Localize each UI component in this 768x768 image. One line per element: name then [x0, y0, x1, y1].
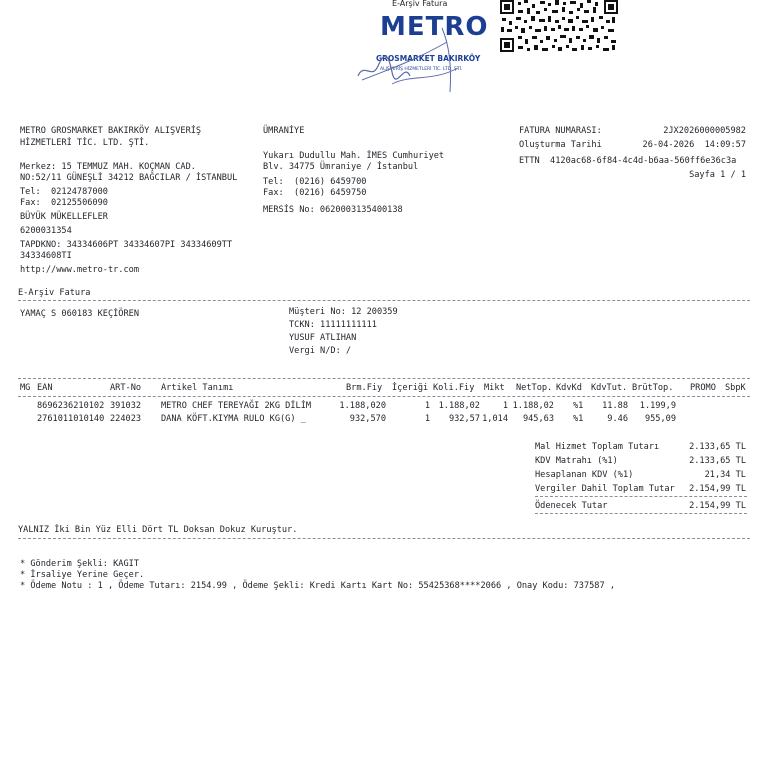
- seller-tax-no: 6200031354: [20, 226, 72, 236]
- total-label: Vergiler Dahil Toplam Tutar: [535, 484, 675, 494]
- amount-in-words: YALNIZ İki Bin Yüz Elli Dört TL Doksan Dokuz Kuruştur.: [18, 525, 298, 535]
- row-ean: 8696236210102: [37, 401, 105, 411]
- branch-fax: Fax: (0216) 6459750: [263, 188, 367, 198]
- column-header: İçeriği: [392, 383, 429, 393]
- seller-website-link[interactable]: http://www.metro-tr.com: [20, 265, 139, 275]
- seller-tel: Tel: 02124787000: [20, 187, 108, 197]
- total-label: KDV Matrahı (%1): [535, 456, 618, 466]
- row-net-total: 945,63: [522, 414, 554, 424]
- column-header: ART-No: [110, 383, 142, 393]
- totals-divider: [535, 496, 747, 497]
- row-ean: 2761011010140: [37, 414, 105, 424]
- customer-branch: YAMAÇ S 060183 KEÇİÖREN: [20, 309, 139, 319]
- row-net-total: 1.188,02: [512, 401, 554, 411]
- customer-tax-no: Vergi N/D: /: [289, 346, 352, 356]
- invoice-date-value: 26-04-2026 14:09:57: [642, 140, 746, 150]
- column-header: Artikel Tanımı: [161, 383, 234, 393]
- branch-tel: Tel: (0216) 6459700: [263, 177, 367, 187]
- column-header: Brm.Fiy: [346, 383, 383, 393]
- seller-name-line1: METRO GROSMARKET BAKIRKÖY ALIŞVERİŞ: [20, 126, 202, 136]
- note-line: * Gönderim Şekli: KAGIT: [20, 559, 139, 569]
- column-header: EAN: [37, 383, 53, 393]
- row-vat-code: %1: [573, 401, 584, 411]
- total-value: 2.133,65 TL: [689, 442, 746, 452]
- row-content: 1: [424, 401, 430, 411]
- row-vat-amount: 11.88: [602, 401, 628, 411]
- seller-tapdk-line2: 34334608TI: [20, 251, 72, 261]
- row-description: DANA KÖFT.KIYMA RULO KG(G) _: [161, 414, 306, 424]
- row-quantity: 1: [502, 401, 508, 411]
- table-top-divider: [18, 378, 750, 379]
- seller-tapdk-line1: TAPDKNO: 34334606PT 34334607PI 34334609TT: [20, 240, 233, 250]
- doc-type-label: E-Arşiv Fatura: [392, 0, 448, 8]
- row-unit-price: 1.188,020: [339, 401, 386, 411]
- row-vat-amount: 9.46: [607, 414, 628, 424]
- invoice-number-value: 2JX2026000005982: [663, 126, 746, 136]
- row-vat-code: %1: [573, 414, 584, 424]
- row-gross-total: 955,09: [644, 414, 676, 424]
- total-label: Hesaplanan KDV (%1): [535, 470, 634, 480]
- row-case-price: 1.188,02: [438, 401, 480, 411]
- page-indicator: Sayfa 1 / 1: [689, 170, 746, 180]
- total-value: 2.133,65 TL: [689, 456, 746, 466]
- customer-name: YUSUF ATLIHAN: [289, 333, 357, 343]
- invoice-date-label: Oluşturma Tarihi: [519, 140, 602, 150]
- column-header: BrütTop.: [632, 383, 674, 393]
- payable-label: Ödenecek Tutar: [535, 501, 608, 511]
- column-header: Koli.Fiy: [433, 383, 475, 393]
- column-header: KdvKd: [556, 383, 582, 393]
- logo-tiny-text: ALIŞVERİŞ HİZMETLERİ TİC. LTD. ŞTİ.: [380, 67, 463, 72]
- row-content: 1: [424, 414, 430, 424]
- totals-bottom-divider: [535, 513, 747, 514]
- row-unit-price: 932,570: [349, 414, 386, 424]
- payable-value: 2.154,99 TL: [689, 501, 746, 511]
- row-gross-total: 1.199,9: [639, 401, 676, 411]
- customer-number: Müşteri No: 12 200359: [289, 307, 398, 317]
- branch-address-line2: Blv. 34775 Ümraniye / İstanbul: [263, 162, 419, 172]
- branch-mersis: MERSİS No: 0620003135400138: [263, 205, 403, 215]
- row-quantity: 1,014: [482, 414, 508, 424]
- invoice-ettn: ETTN 4120ac68-6f84-4c4d-b6aa-560ff6e36c3a: [519, 156, 737, 166]
- branch-name: ÜMRANİYE: [263, 126, 305, 136]
- column-header: MG: [20, 383, 31, 393]
- logo-brand: METRO: [380, 12, 489, 42]
- seller-tax-office: BÜYÜK MÜKELLEFLER: [20, 212, 108, 222]
- column-header: SbpK: [725, 383, 746, 393]
- section-title: E-Arşiv Fatura: [18, 288, 91, 298]
- divider: [18, 538, 750, 539]
- seller-address-line2: NO:52/11 GÜNEŞLİ 34212 BAĞCILAR / İSTANBUL: [20, 173, 238, 183]
- branch-address-line1: Yukarı Dudullu Mah. İMES Cumhuriyet: [263, 151, 445, 161]
- table-header-divider: [18, 396, 750, 397]
- seller-fax: Fax: 02125506090: [20, 198, 108, 208]
- total-label: Mal Hizmet Toplam Tutarı: [535, 442, 660, 452]
- row-art-no: 224023: [110, 414, 142, 424]
- note-line: * Ödeme Notu : 1 , Ödeme Tutarı: 2154.99 , Ödeme Şekli: Kredi Kartı Kart No: 55425368****2066 , Onay Kodu: 737587 ,: [20, 581, 615, 591]
- seller-name-line2: HİZMETLERİ TİC. LTD. ŞTİ.: [20, 138, 150, 148]
- note-line: * İrsaliye Yerine Geçer.: [20, 570, 145, 580]
- row-description: METRO CHEF TEREYAĞI 2KG DİLİM: [161, 401, 312, 411]
- row-art-no: 391032: [110, 401, 142, 411]
- customer-tckn: TCKN: 11111111111: [289, 320, 377, 330]
- column-header: PROMO: [690, 383, 716, 393]
- column-header: KdvTut.: [591, 383, 628, 393]
- invoice-number-label: FATURA NUMARASI:: [519, 126, 602, 136]
- column-header: NetTop.: [516, 383, 553, 393]
- row-case-price: 932,57: [448, 414, 480, 424]
- total-value: 21,34 TL: [704, 470, 746, 480]
- logo-subtitle: GROSMARKET BAKIRKÖY: [376, 54, 481, 63]
- total-value: 2.154,99 TL: [689, 484, 746, 494]
- column-header: Mikt: [484, 383, 505, 393]
- seller-address-line1: Merkez: 15 TEMMUZ MAH. KOÇMAN CAD.: [20, 162, 196, 172]
